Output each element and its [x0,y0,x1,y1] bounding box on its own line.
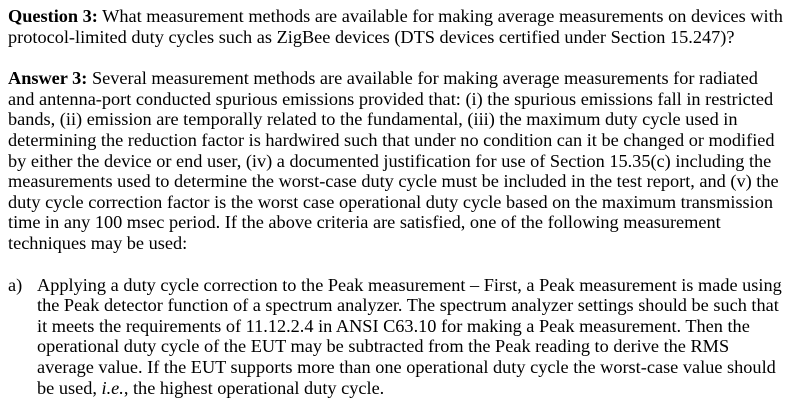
list-item-a [8,275,785,399]
list-item-text-end: , the highest operational duty cycle. [123,377,385,398]
list-item-text [37,275,782,398]
answer-label: Answer 3: [8,68,88,89]
document-page [8,6,785,398]
list-marker: a) [8,274,23,295]
question-text: What measurement methods are available for making average measurements on devices with protocol-limited duty cycles such as ZigBee devices (DTS devices certified under Section 15.247)? [8,6,783,47]
question-label: Question 3: [8,6,98,26]
question-paragraph [8,6,785,47]
list-item-text-main: Applying a duty cycle correction to the Peak measurement – First, a Peak measurement is made using the Peak detector function of a spectrum analyzer. The spectrum analyzer settings should be such that it meets the requirements of 11.12.2.4 in ANSI C63.10 for making a Peak measurement. Then the operational duty cycle of the EUT may be subtracted from the Peak reading to derive the RMS average value. If the EUT supports more than one operational duty cycle the worst-case value should be used, [37,274,782,398]
answer-text: Several measurement methods are available for making average measurements for radiated and antenna-port conducted spurious emissions provided that: (i) the spurious emissions fall in restricted bands, (ii) emission are temporally related to the fundamental, (iii) the maximum duty cycle used in determining the reduction factor is hardwired such that under no condition can it be changed or modified by either the device or end user, (iv) a documented justification for use of Section 15.35(c) including the measurements used to determine the worst-case duty cycle must be included in the test report, and (v) the duty cycle correction factor is the worst case operational duty cycle based on the maximum transmission time in any 100 msec period. If the above criteria are satisfied, one of the following measurement techniques may be used: [8,68,779,253]
answer-paragraph [8,68,785,253]
list-item-italic-ie: i.e. [101,377,124,398]
